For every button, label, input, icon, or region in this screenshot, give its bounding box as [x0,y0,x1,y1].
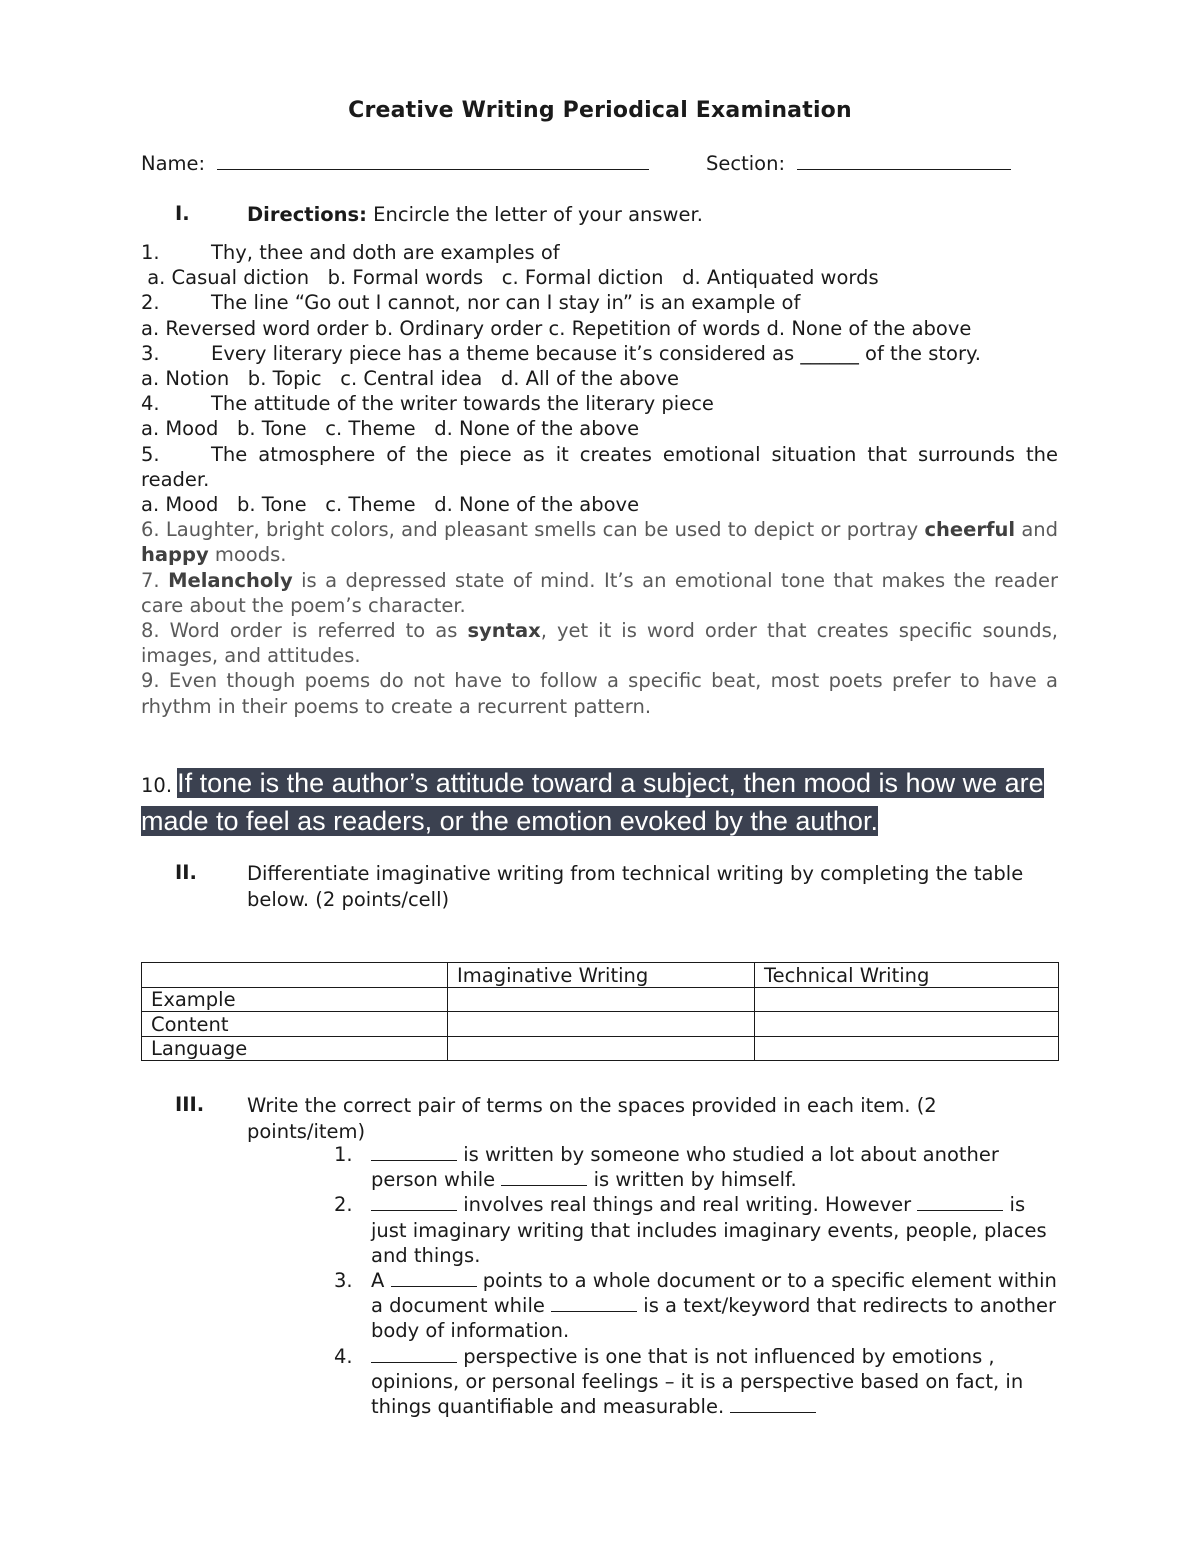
question-text: The atmosphere of the piece as it creates emotional situation that surrounds the reader. [141,442,1058,491]
table-row [142,1036,1059,1061]
question-options: a. Mood b. Tone c. Theme d. None of the above [141,493,640,517]
list-item: 3. A points to a whole document or to a specific element within a document while is a text/keyword that redirects to another body of information. [334,1269,1057,1343]
table-cell[interactable] [755,1036,1059,1061]
statement-10-number: 10. [141,774,173,797]
question-number: 3. [141,341,160,365]
table-header-row [142,963,1059,988]
fill-in-list [334,1142,1064,1419]
question-item [141,391,1058,441]
answer-blank[interactable] [917,1194,1003,1211]
table-header [142,963,448,988]
name-field [141,151,649,176]
statement-8: 8. Word order is referred to as syntax, yet it is word order that creates specific sounds, images, and attitudes. [141,619,1058,668]
question-number: 4. [141,392,160,416]
statement-9: 9. Even though poems do not have to follow a specific beat, most poets prefer to have a rhythm in their poems to create a recurrent pattern. [141,669,1058,718]
question-text: The line “Go out I cannot, nor can I stay in” is an example of [211,291,801,315]
answer-blank[interactable] [371,1144,457,1161]
part3-instructions: Write the correct pair of terms on the spaces provided in each item. (2 points/item) [247,1094,937,1143]
table-row [142,1012,1059,1037]
question-options: a. Notion b. Topic c. Central idea d. All of the above [141,367,680,391]
question-item [141,341,1058,391]
question-text: Every literary piece has a theme because it’s considered as ______ of the story. [211,341,981,365]
question-item [141,290,1058,340]
table-header: Technical Writing [755,963,1059,988]
question-options: a. Casual diction b. Formal words c. Formal diction d. Antiquated words [141,266,879,290]
question-text: The attitude of the writer towards the literary piece [211,392,714,416]
table-cell[interactable] [755,987,1059,1012]
statement-6: 6. Laughter, bright colors, and pleasant smells can be used to depict or portray cheerful and happy moods. [141,518,1059,567]
name-label: Name: [141,152,206,175]
highlighted-statement: If tone is the author’s attitude toward a subject, then mood is how we are made to feel as readers, or the emotion evoked by the author. [141,768,1044,836]
question-number: 2. [141,291,160,315]
name-blank[interactable] [217,151,649,170]
table-cell[interactable] [448,1036,755,1061]
list-item: 1. is written by someone who studied a lot about another person while is written by himself. [334,1143,999,1192]
directions-label: Directions: [247,203,367,226]
part1-directions [247,202,703,228]
answer-blank[interactable] [730,1396,816,1413]
section-label: Section: [706,152,786,175]
part2-instructions: Differentiate imaginative writing from technical writing by completing the table below. (2 points/cell) [247,862,1024,911]
statement-7: 7. Melancholy is a depressed state of mind. It’s an emotional tone that makes the reader care about the poem’s character. [141,568,1058,617]
list-item: 4. perspective is one that is not influenced by emotions , opinions, or personal feelings – it is a perspective based on fact, in things quantifiable and measurable. [334,1344,1024,1419]
question-text: Thy, thee and doth are examples of [211,241,560,264]
table-cell[interactable] [448,1012,755,1037]
table-cell[interactable] [755,1012,1059,1037]
question-number: 1. [141,241,160,264]
statement-10 [141,766,1061,842]
question-list [141,240,1058,719]
page-title: Creative Writing Periodical Examination [348,98,852,123]
answer-blank[interactable] [371,1346,457,1363]
question-options: a. Mood b. Tone c. Theme d. None of the above [141,417,640,441]
table-cell[interactable] [448,987,755,1012]
part1-numeral: I. [175,202,190,225]
question-options: a. Reversed word order b. Ordinary order c. Repetition of words d. None of the above [141,316,972,340]
answer-blank[interactable] [371,1194,457,1211]
row-label: Content [142,1012,448,1037]
answer-blank[interactable] [391,1270,477,1287]
directions-text: Encircle the letter of your answer. [366,203,703,226]
question-item [141,442,1058,518]
row-label: Example [142,987,448,1012]
question-number: 5. [141,442,160,466]
part3-numeral: III. [175,1093,205,1116]
part2-numeral: II. [175,861,197,884]
table-header: Imaginative Writing [448,963,755,988]
answer-blank[interactable] [551,1295,637,1312]
section-field [706,151,1011,176]
table-row [142,987,1059,1012]
list-item: 2. involves real things and real writing. However is just imaginary writing that includes imaginary events, people, places and things. [334,1193,1047,1267]
comparison-table [141,962,1059,1061]
answer-blank[interactable] [501,1169,587,1186]
question-item [141,240,1058,290]
section-blank[interactable] [797,151,1011,170]
row-label: Language [142,1036,448,1061]
